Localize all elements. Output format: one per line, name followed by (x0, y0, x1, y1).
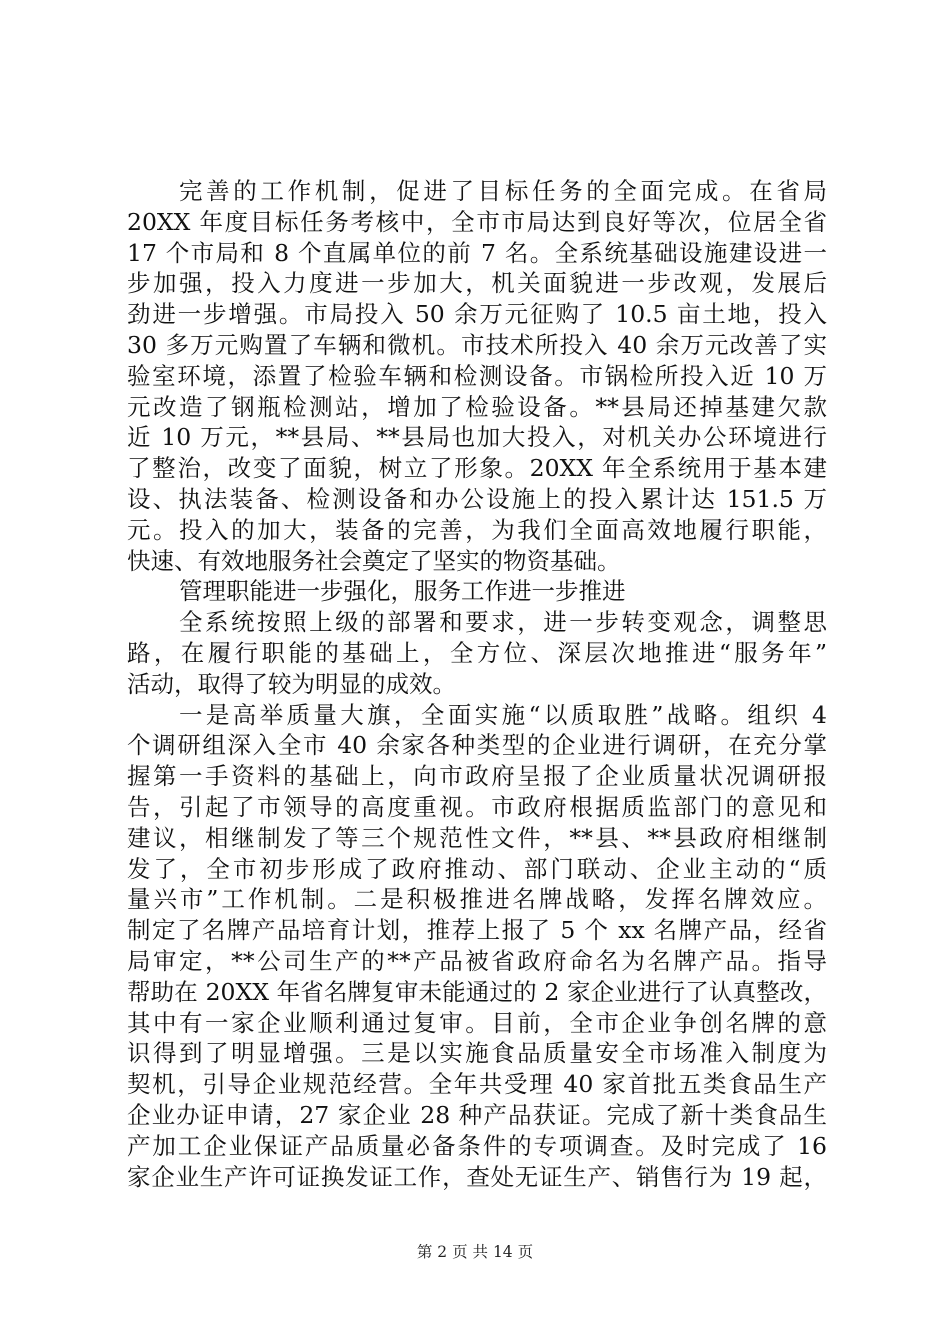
text-line: 30 多万元购置了车辆和微机。市技术所投入 40 余万元改善了实 (127, 330, 827, 359)
text-line: 建议，相继制发了等三个规范性文件，**县、**县政府相继制 (127, 823, 827, 852)
text-line: 近 10 万元，**县局、**县局也加大投入，对机关办公环境进行 (127, 423, 827, 452)
text-line: 握第一手资料的基础上，向市政府呈报了企业质量状况调研报 (127, 762, 827, 791)
text-line: 局审定，**公司生产的**产品被省政府命名为名牌产品。指导 (127, 946, 827, 975)
text-line: 一是高举质量大旗，全面实施“以质取胜”战略。组织 4 (179, 700, 827, 729)
text-line: 了整治，改变了面貌，树立了形象。20XX 年全系统用于基本建 (127, 454, 827, 483)
text-line: 家企业生产许可证换发证工作，查处无证生产、销售行为 19 起， (127, 1162, 827, 1191)
text-line: 契机，引导企业规范经营。全年共受理 40 家首批五类食品生产 (127, 1070, 827, 1099)
text-line: 元改造了钢瓶检测站，增加了检验设备。**县局还掉基建欠款 (127, 392, 827, 421)
document-body (127, 176, 827, 1192)
text-line: 产加工企业保证产品质量必备条件的专项调查。及时完成了 16 (127, 1131, 827, 1160)
text-line: 量兴市”工作机制。二是积极推进名牌战略，发挥名牌效应。 (127, 885, 827, 914)
text-line: 快速、有效地服务社会奠定了坚实的物资基础。 (127, 546, 621, 575)
text-line: 全系统按照上级的部署和要求，进一步转变观念，调整思 (179, 608, 827, 637)
text-line: 发了，全市初步形成了政府推动、部门联动、企业主动的“质 (127, 854, 827, 883)
text-line: 元。投入的加大，装备的完善，为我们全面高效地履行职能， (127, 515, 827, 544)
text-line: 劲进一步增强。市局投入 50 余万元征购了 10.5 亩土地，投入 (127, 300, 827, 329)
page-footer: 第 2 页 共 14 页 (416, 1243, 534, 1261)
text-line: 识得到了明显增强。三是以实施食品质量安全市场准入制度为 (127, 1039, 827, 1068)
text-line: 验室环境，添置了检验车辆和检测设备。市锅检所投入近 10 万 (127, 361, 827, 390)
text-line: 设、执法装备、检测设备和办公设施上的投入累计达 151.5 万 (127, 484, 827, 513)
text-line: 完善的工作机制，促进了目标任务的全面完成。在省局 (179, 177, 827, 205)
text-line: 其中有一家企业顺利通过复审。目前，全市企业争创名牌的意 (127, 1008, 827, 1037)
text-line: 帮助在 20XX 年省名牌复审未能通过的 2 家企业进行了认真整改， (127, 977, 827, 1006)
text-line: 路，在履行职能的基础上，全方位、深层次地推进“服务年” (127, 638, 827, 667)
text-line: 个调研组深入全市 40 余家各种类型的企业进行调研，在充分掌 (127, 731, 827, 760)
text-line: 制定了名牌产品培育计划，推荐上报了 5 个 xx 名牌产品，经省 (127, 916, 827, 945)
text-line: 20XX 年度目标任务考核中，全市市局达到良好等次，位居全省 (127, 207, 827, 236)
text-line: 步加强，投入力度进一步加大，机关面貌进一步改观，发展后 (127, 269, 827, 298)
text-line: 17 个市局和 8 个直属单位的前 7 名。全系统基础设施建设进一 (127, 238, 827, 267)
text-line: 管理职能进一步强化，服务工作进一步推进 (179, 577, 626, 606)
text-line: 活动，取得了较为明显的成效。 (127, 669, 456, 698)
text-line: 告，引起了市领导的高度重视。市政府根据质监部门的意见和 (127, 792, 827, 821)
text-line: 企业办证申请，27 家企业 28 种产品获证。完成了新十类食品生 (127, 1100, 827, 1129)
